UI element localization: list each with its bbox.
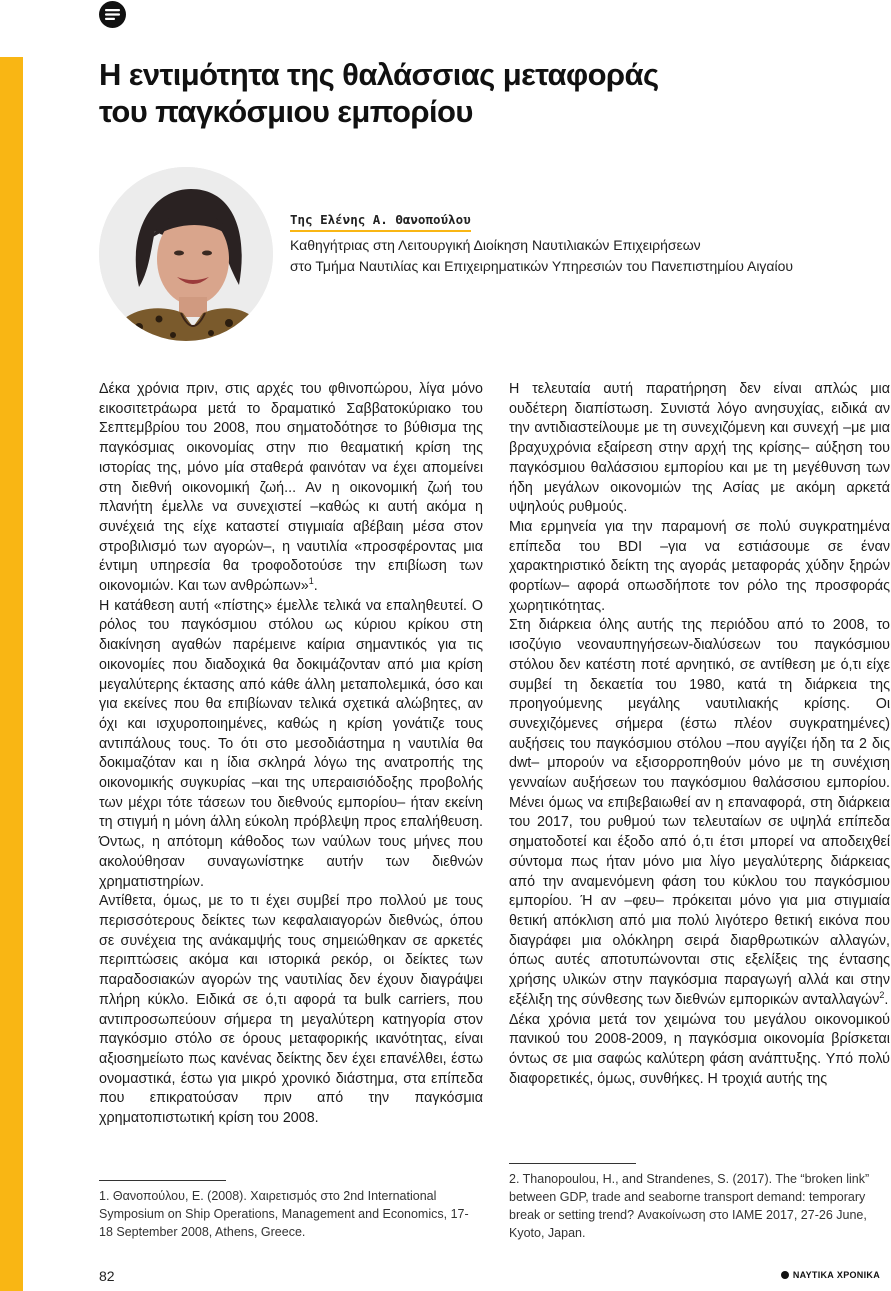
article-column-left xyxy=(99,380,483,1129)
paragraph: Μια ερμηνεία για την παραμονή σε πολύ συγκρατημένα επίπεδα του BDI –για να εστιάσουμε σε έναν χαρακτηριστικό δείκτη της αγοράς μεταφοράς χύδην ξηρών φορτίων– αφορά οπωσδήποτε τον ρόλο της προσφοράς χωρητικότητας. xyxy=(509,518,890,614)
title-line-2: του παγκόσμιου εμπορίου xyxy=(99,94,473,129)
paragraph: Δέκα χρόνια μετά τον χειμώνα του μεγάλου οικονομικού πανικού του 2008-2009, η παγκόσμια οικονομία βρίσκεται όντως σε μια σαφώς καλύτερη φάση ανάπτυξης. Υπό πολύ διαφορετικές, όμως, συνθήκες. Η τροχιά αυτής της xyxy=(509,1011,890,1087)
author-role-line-1: Καθηγήτριας στη Λειτουργική Διοίκηση Ναυτιλιακών Επιχειρήσεων xyxy=(290,237,701,253)
author-role xyxy=(290,235,870,277)
footnote-1: 1. Θανοπούλου, Ε. (2008). Χαιρετισμός στο 2nd International Symposium on Ship Operations, Management and Economics, 17-18 September 2008, Athens, Greece. xyxy=(99,1189,469,1239)
author-block xyxy=(290,211,870,277)
accent-side-bar xyxy=(0,57,23,1291)
author-role-line-2: στο Τμήμα Ναυτιλίας και Επιχειρηματικών Υπηρεσιών του Πανεπιστημίου Αιγαίου xyxy=(290,258,794,274)
paragraph: Αντίθετα, όμως, με το τι έχει συμβεί προ πολλού με τους περισσότερους δείκτες των κεφαλαιαγορών διεθνώς, όπου σε συνέχεια της ανάκαμψής τους σημειώθηκαν σε αρκετές περιπτώσεις ακόμα και ιστορικά ρεκόρ, οι δείκτες των παραδοσιακών αγορών της ναυτιλίας δεν έχουν διαγράψει πλήρη κύκλο. Ειδικά σε ό,τι αφορά τα bulk carriers, που αντιπροσωπεύουν σήμερα τη μεγαλύτερη κατηγορία στον παγκόσμιο στόλο σε όρους μεταφορικής ικανότητας, είναι αξιοσημείωτο πως κανένας δείκτης δεν έχει επανέλθει, έστω ονομαστικά, έστω για μικρό χρονικό διάστημα, στα επίπεδα που επικρατούσαν πριν από την παγκόσμια χρηματοπιστωτική κρίση του 2008. xyxy=(99,893,483,1127)
section-badge xyxy=(99,1,126,28)
author-name: Της Ελένης Α. Θανοπούλου xyxy=(290,211,471,232)
author-portrait xyxy=(99,167,273,341)
footnote-ref: 1 xyxy=(308,576,314,587)
page-number: 82 xyxy=(99,1268,115,1284)
paragraph-text: Δέκα χρόνια πριν, στις αρχές του φθινοπώρου, λίγα μόνο εικοσιτετράωρα μετά το δραματικό Σαββατοκύριακο του Σεπτεμβρίου του 2008, που σηματοδότησε το βύθισμα της παγκόσμιας οικονομίας στην πιο θεαματική κρίση της ιστορίας της, μόνο μία σταθερά φαινόταν να έχει απομείνει στη διεθνή οικονομική ζωή... Αν η οικονομική ζωή του πλανήτη έμελλε να συνεχιστεί –καθώς κι αυτή ακόμα η συνέχειά της είχε καταστεί στιγμιαία αβέβαιη μέσα στον στροβιλισμό των αγορών–, η ναυτιλία «προσφέροντας μια έντιμη υπηρεσία θα τροφοδοτούσε την επιβίωση των οικονομιών. Και των ανθρώπων» xyxy=(99,381,483,595)
footnote-divider xyxy=(509,1163,636,1164)
brand-logo-icon xyxy=(781,1271,789,1279)
publication-brand xyxy=(781,1270,880,1280)
footnote-divider xyxy=(99,1180,226,1181)
paragraph-text: Στη διάρκεια όλης αυτής της περιόδου από το 2008, το ισοζύγιο νεοναυπηγήσεων-διαλύσεων του παγκόσμιου στόλου δεν κατέστη ποτέ αρνητικό, σε αντίθεση με ό,τι είχε συμβεί τη δεκαετία του 1980, κατά τη διάρκεια της προηγούμενης μεγάλης ναυτιλιακής κρίσης. Οι συνεχιζόμενες σήμερα (έστω πλέον συγκρατημένες) αυξήσεις του παγκόσμιου στόλου –που αγγίζει ήδη τα 2 δις dwt– μπορούν να εξισορροπηθούν μόνο με τη συνέχιση γενναίων αυξήσεων του παγκόσμιου θαλάσσιου εμπορίου. Μένει όμως να επιβεβαιωθεί αν η επαναφορά, στη διάρκεια του 2017, του ρυθμού των τελευταίων σε υψηλά επίπεδα σηματοδοτεί και έξοδο από ό,τι έτσι μπορεί να αποδειχθεί σύντομα πως ήταν μόνο μια λίγο μεγαλύτερης διάρκειας από την αναμενόμενη φάση του κύκλου του παγκόσμιου εμπορίου. Ή αν –φευ– πρόκειται μόνο για μια στιγμιαία θετική απόκλιση από μια πολύ λιγότερο θετική εικόνα που διαγράφει μια ολόκληρη σειρά διαρθρωτικών αλλαγών, όπως αυτές αποτυπώνονται στις εξελίξεις της έντασης χρήσης υλικών στην παγκόσμια παραγωγή αλλά και στην εξέλιξη της σύνθεσης των διεθνών εμπορικών ανταλλαγών xyxy=(509,617,890,1008)
article-title xyxy=(99,56,799,130)
paragraph: Δέκα χρόνια πριν, στις αρχές του φθινοπώρου, λίγα μόνο εικοσιτετράωρα μετά το δραματικό Σαββατοκύριακο του Σεπτεμβρίου του 2008, που σηματοδότησε το βύθισμα της παγκόσμιας οικονομίας στην πιο θεαματική κρίση της ιστορίας της, μόνο μία σταθερά φαινόταν να έχει απομείνει στη διεθνή οικονομική ζωή... Αν η οικονομική ζωή του πλανήτη έμελλε να συνεχιστεί –καθώς κι αυτή ακόμα η συνέχειά της είχε καταστεί στιγμιαία αβέβαιη μέσα στον στροβιλισμό των αγορών–, η ναυτιλία «προσφέροντας μια έντιμη υπηρεσία θα τροφοδοτούσε την επιβίωση των οικονομιών. Και των ανθρώπων»$^1$. xyxy=(99,381,483,595)
paragraph: Η τελευταία αυτή παρατήρηση δεν είναι απλώς μια ουδέτερη διαπίστωση. Συνιστά λόγο ανησυχίας, ειδικά αν την αντιδιαστείλουμε με τη συνεχιζόμενη και συνεχή –με μια βραχυχρόνια εξαίρεση στην αρχή της κρίσης– αύξηση του παγκόσμιου θαλάσσιου εμπορίου και με τη μεγέθυνση των ήδη μεγάλων οικονομιών της Ασίας με ακόμη αρκετά υψηλούς ρυθμούς. xyxy=(509,381,890,516)
paragraph: Στη διάρκεια όλης αυτής της περιόδου από το 2008, το ισοζύγιο νεοναυπηγήσεων-διαλύσεων του παγκόσμιου στόλου δεν κατέστη ποτέ αρνητικό, σε αντίθεση με ό,τι είχε συμβεί τη δεκαετία του 1980, κατά τη διάρκεια της προηγούμενης μεγάλης ναυτιλιακής κρίσης. Οι συνεχιζόμενες σήμερα (έστω πλέον συγκρατημένες) αυξήσεις του παγκόσμιου στόλου –που αγγίζει ήδη τα 2 δις dwt– μπορούν να εξισορροπηθούν μόνο με τη συνέχιση γενναίων αυξήσεων του παγκόσμιου θαλάσσιου εμπορίου. Μένει όμως να επιβεβαιωθεί αν η επαναφορά, στη διάρκεια του 2017, του ρυθμού των τελευταίων σε υψηλά επίπεδα σηματοδοτεί και έξοδο από ό,τι έτσι μπορεί να αποδειχθεί σύντομα πως ήταν μόνο μια λίγο μεγαλύτερης διάρκειας από την αναμενόμενη φάση του κύκλου του παγκόσμιου εμπορίου. Ή αν –φευ– πρόκειται μόνο για μια στιγμιαία θετική απόκλιση από μια πολύ λιγότερο θετική εικόνα που διαγράφει μια ολόκληρη σειρά διαρθρωτικών αλλαγών, όπως αυτές αποτυπώνονται στις εξελίξεις της έντασης χρήσης υλικών στην παγκόσμια παραγωγή αλλά και στην εξέλιξη της σύνθεσης των διεθνών εμπορικών ανταλλαγών$^2$. xyxy=(509,617,890,1008)
footnote-ref: 2 xyxy=(879,990,885,1001)
publication-name: ΝΑΥΤΙΚΑ ΧΡΟΝΙΚΑ xyxy=(792,1270,880,1280)
title-line-1: Η εντιμότητα της θαλάσσιας μεταφοράς xyxy=(99,57,659,92)
lines-badge-icon xyxy=(105,8,120,21)
footnote-2: 2. Thanopoulou, H., and Strandenes, S. (2017). The “broken link” between GDP, trade and seaborne transport demand: temporary break or setting trend? Ανακοίνωση στο IAME 2017, 27-26 June, Kyoto, Japan. xyxy=(509,1172,870,1240)
paragraph: Η κατάθεση αυτή «πίστης» έμελλε τελικά να επαληθευτεί. Ο ρόλος του παγκόσμιου στόλου ως κύριου κρίκου στη διακίνηση αγαθών παρέμεινε καίρια σημαντικός για τις οικονομίες που διαδοχικά θα δοκιμάζονταν από μια κρίση μεγαλύτερης έκτασης από κάθε άλλη μεταπολεμικά, όσο και για εκείνες που θα επιβίωναν τελικά σχετικά αλώβητες, αν όχι και ισχυροποιημένες, καθώς η κρίση γονάτιζε τους αντιπάλους τους. Το ότι στο μεσοδιάστημα η ναυτιλία θα δοκιμαζόταν και η ίδια σκληρά λόγω της ανατροπής της οικονομικής συγκυρίας –και της υπεραισιόδοξης προβολής των μέχρι τότε τάσεων του διεθνούς εμπορίου– ήταν εκείνη τη στιγμή η μόνη άλλη εύκολη πρόβλεψη προς επαλήθευση. Όντως, η απότομη κάθοδος των ναύλων τους μήνες που ακολούθησαν συναγωνίστηκε αυτήν των διεθνών χρηματιστηρίων. xyxy=(99,597,483,890)
article-column-right xyxy=(509,380,890,1089)
